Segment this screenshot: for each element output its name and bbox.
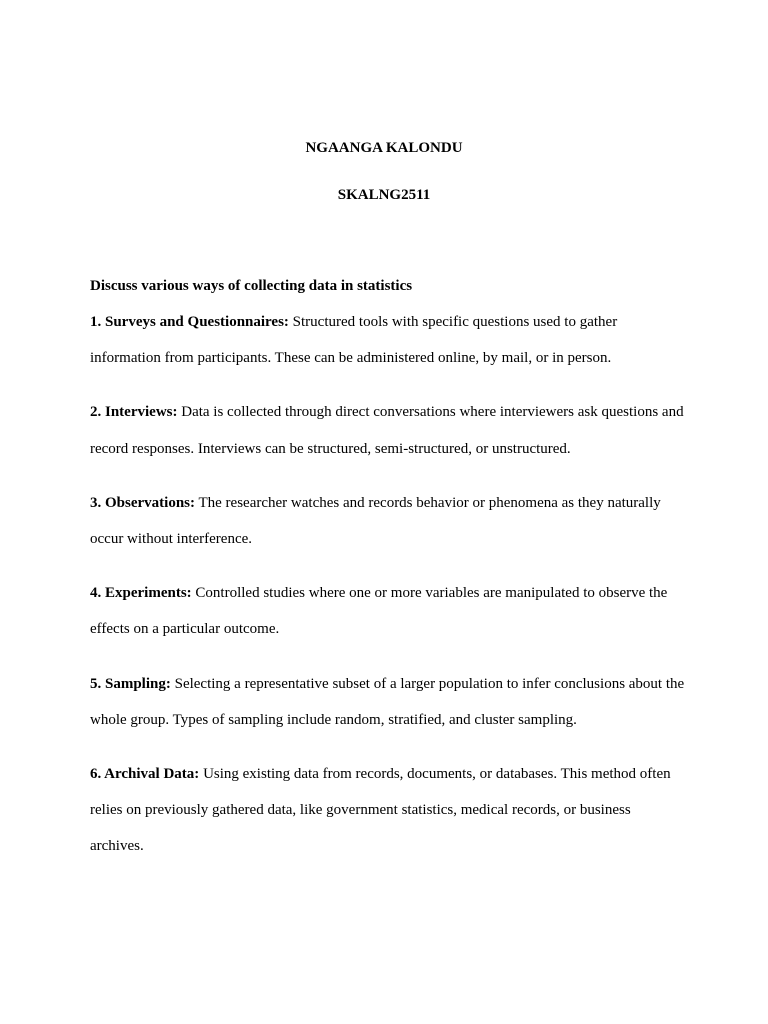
list-item-experiments (90, 575, 685, 647)
item-label: 2. Interviews: (90, 404, 178, 421)
item-text: The researcher watches and records behavior or phenomena as they naturally occur without interference. (90, 494, 661, 548)
item-text: Controlled studies where one or more variables are manipulated to observe the effects on a particular outcome. (90, 585, 668, 638)
question-heading: Discuss various ways of collecting data in statistics (90, 278, 413, 294)
list-item-sampling (90, 666, 685, 738)
item-label: 4. Experiments: (90, 585, 192, 602)
list-item-interviews (90, 394, 685, 466)
item-text: Using existing data from records, documents, or databases. This method often relies on previously gathered data, like government statistics, medical records, or business archives. (90, 766, 671, 855)
item-text: Structured tools with specific questions used to gather information from participants. These can be administered online, by mail, or in person. (90, 314, 618, 367)
list-item-observations (90, 485, 685, 557)
document-body (90, 277, 685, 874)
author-name: NGAANGA KALONDU (305, 140, 463, 156)
student-id: SKALNG2511 (337, 187, 431, 203)
list-item-archival-data (90, 756, 685, 865)
item-label: 1. Surveys and Questionnaires: (90, 314, 289, 330)
item-label: 3. Observations: (90, 494, 195, 511)
list-item-surveys (90, 304, 685, 376)
item-text: Data is collected through direct conversations where interviewers ask questions and record responses. Interviews can be structured, semi-structured, or unstructured. (90, 404, 684, 457)
item-label: 5. Sampling: (90, 675, 171, 692)
item-label: 6. Archival Data: (90, 766, 200, 783)
item-text: Selecting a representative subset of a larger population to infer conclusions about the whole group. Types of sampling include random, stratified, and cluster sampling. (90, 675, 685, 728)
